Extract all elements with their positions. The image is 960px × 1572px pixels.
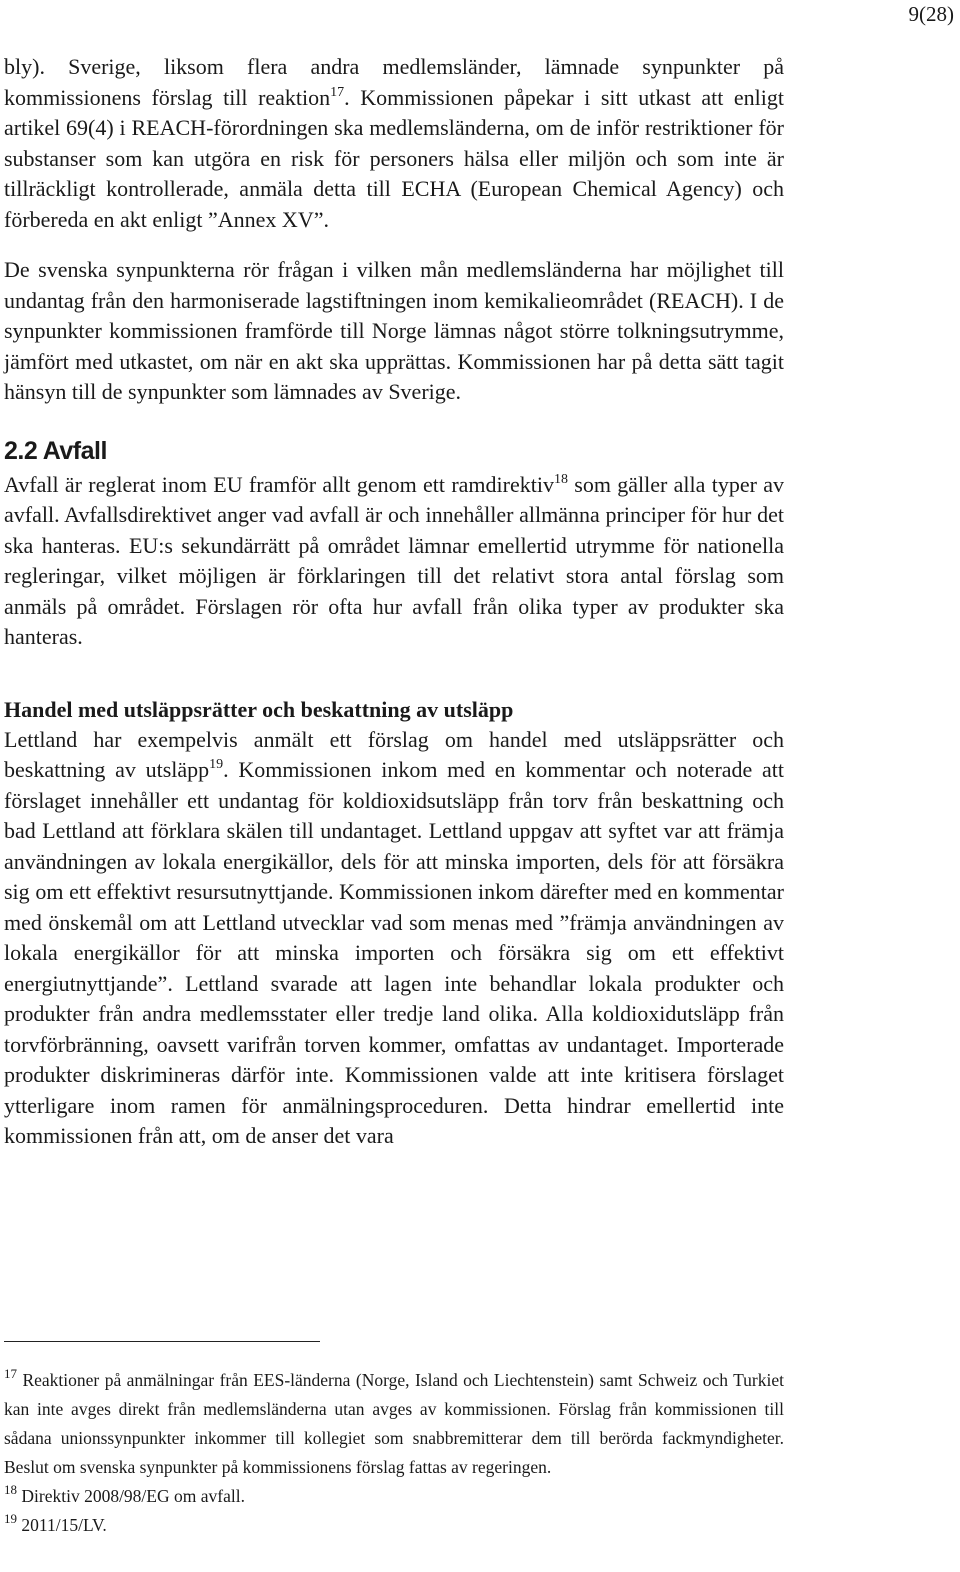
footnote-18 — [4, 1482, 784, 1511]
paragraph-text: . Kommissionen inkom med en kommentar och noterade att förslaget innehåller ett undantag för koldioxidsutsläpp från torv från beskattning och bad Lettland att förklara skälen till undantaget. Lettland uppgav att syftet var att främja användningen av lokala energikällor, dels för att minska importen, dels för att försäkra sig om ett effektivt resursutnyttjande. Kommissionen inkom därefter med en kommentar med önskemål om att Lettland utvecklar vad som menas med ”främja användningen av lokala energikällor för att minska importen och försäkra sig om ett effektivt energiutnyttjande”. Lettland svarade att lagen inte behandlar lokala produkter och produkter från andra medlemsstater eller tredje land olika. Alla koldioxidutsläpp från torvförbränning, oavsett varifrån torven kommer, omfattas av undantaget. Importerade produkter diskrimineras därför inte. Kommissionen valde att inte kritisera förslaget ytterligare inom ramen för anmälningsproceduren. Detta hindrar emellertid inte kommissionen från att, om de anser det vara — [4, 757, 784, 1148]
footnote-text: 2011/15/LV. — [17, 1515, 107, 1535]
footnote-17 — [4, 1366, 784, 1482]
paragraph-reach-intro — [4, 52, 784, 235]
section-heading-avfall: 2.2 Avfall — [4, 436, 107, 465]
page-number: 9(28) — [908, 2, 954, 26]
footnote-ref-19[interactable]: 19 — [209, 757, 224, 772]
main-content — [4, 52, 784, 1152]
paragraph-latvia — [4, 725, 784, 1152]
paragraph-text: Avfall är reglerat inom EU framför allt genom ett ramdirektiv — [4, 471, 554, 497]
footnote-text: Direktiv 2008/98/EG om avfall. — [17, 1486, 245, 1506]
paragraph-text: . Kommissionen påpekar i sitt utkast att enligt artikel 69(4) i REACH-förordningen ska medlemsländerna, om de inför restriktioner för substanser som kan utgöra en risk för personers hälsa eller miljön och som inte är tillräckligt kontrollerade, anmäla detta till ECHA (European Chemical Agency) och förbereda en akt enligt ”Annex XV”. — [4, 84, 784, 232]
footnote-divider — [4, 1341, 320, 1342]
footnote-ref-17[interactable]: 17 — [330, 84, 345, 100]
paragraph-avfall — [4, 470, 784, 653]
footnote-text: Reaktioner på anmälningar från EES-länderna (Norge, Island och Liechtenstein) samt Schweiz och Turkiet kan inte avges direkt från medlemsländerna utan avges av kommissionen. Förslag från kommissionen till sådana unionssynpunkter inkommer till kollegiet som snabbremitterar dem till berörda fackmyndigheter. Beslut om svenska synpunkter på kommissionens förslag fattas av regeringen. — [4, 1370, 784, 1477]
footnote-19 — [4, 1511, 784, 1540]
footnote-number: 19 — [4, 1511, 17, 1526]
paragraph-text: som gäller alla typer av avfall. Avfallsdirektivet anger vad avfall är och innehåller allmänna principer för hur det ska hanteras. EU:s sekundärrätt på området lämnar emellertid utrymme för nationella regleringar, vilket möjligen är förklaringen till det relativt stora antal förslag som anmäls på området. Förslagen rör ofta hur avfall från olika typer av produkter ska hanteras. — [4, 471, 784, 649]
footnotes — [4, 1366, 784, 1540]
subheading-emissions-trading: Handel med utsläppsrätter och beskattning av utsläpp — [4, 696, 514, 722]
footnote-number: 17 — [4, 1366, 17, 1381]
footnote-ref-18[interactable]: 18 — [553, 471, 568, 487]
paragraph-text: bly). Sverige, liksom flera andra medlemsländer, lämnade synpunkter på kommissionens förslag till reaktion — [4, 54, 784, 110]
footnote-number: 18 — [4, 1482, 17, 1497]
paragraph-text: Lettland har exempelvis anmält ett förslag om handel med utsläppsrätter och beskattning av utsläpp — [4, 726, 784, 782]
paragraph-swedish-views: De svenska synpunkterna rör frågan i vilken mån medlemsländerna har möjlighet till undantag från den harmoniserade lagstiftningen inom kemikalieområdet (REACH). I de synpunkter kommissionen framförde till Norge lämnas något större tolkningsutrymme, jämfört med utkastet, om när en akt ska upprättas. Kommissionen har på detta sätt tagit hänsyn till de synpunkter som lämnades av Sverige. — [4, 257, 784, 404]
